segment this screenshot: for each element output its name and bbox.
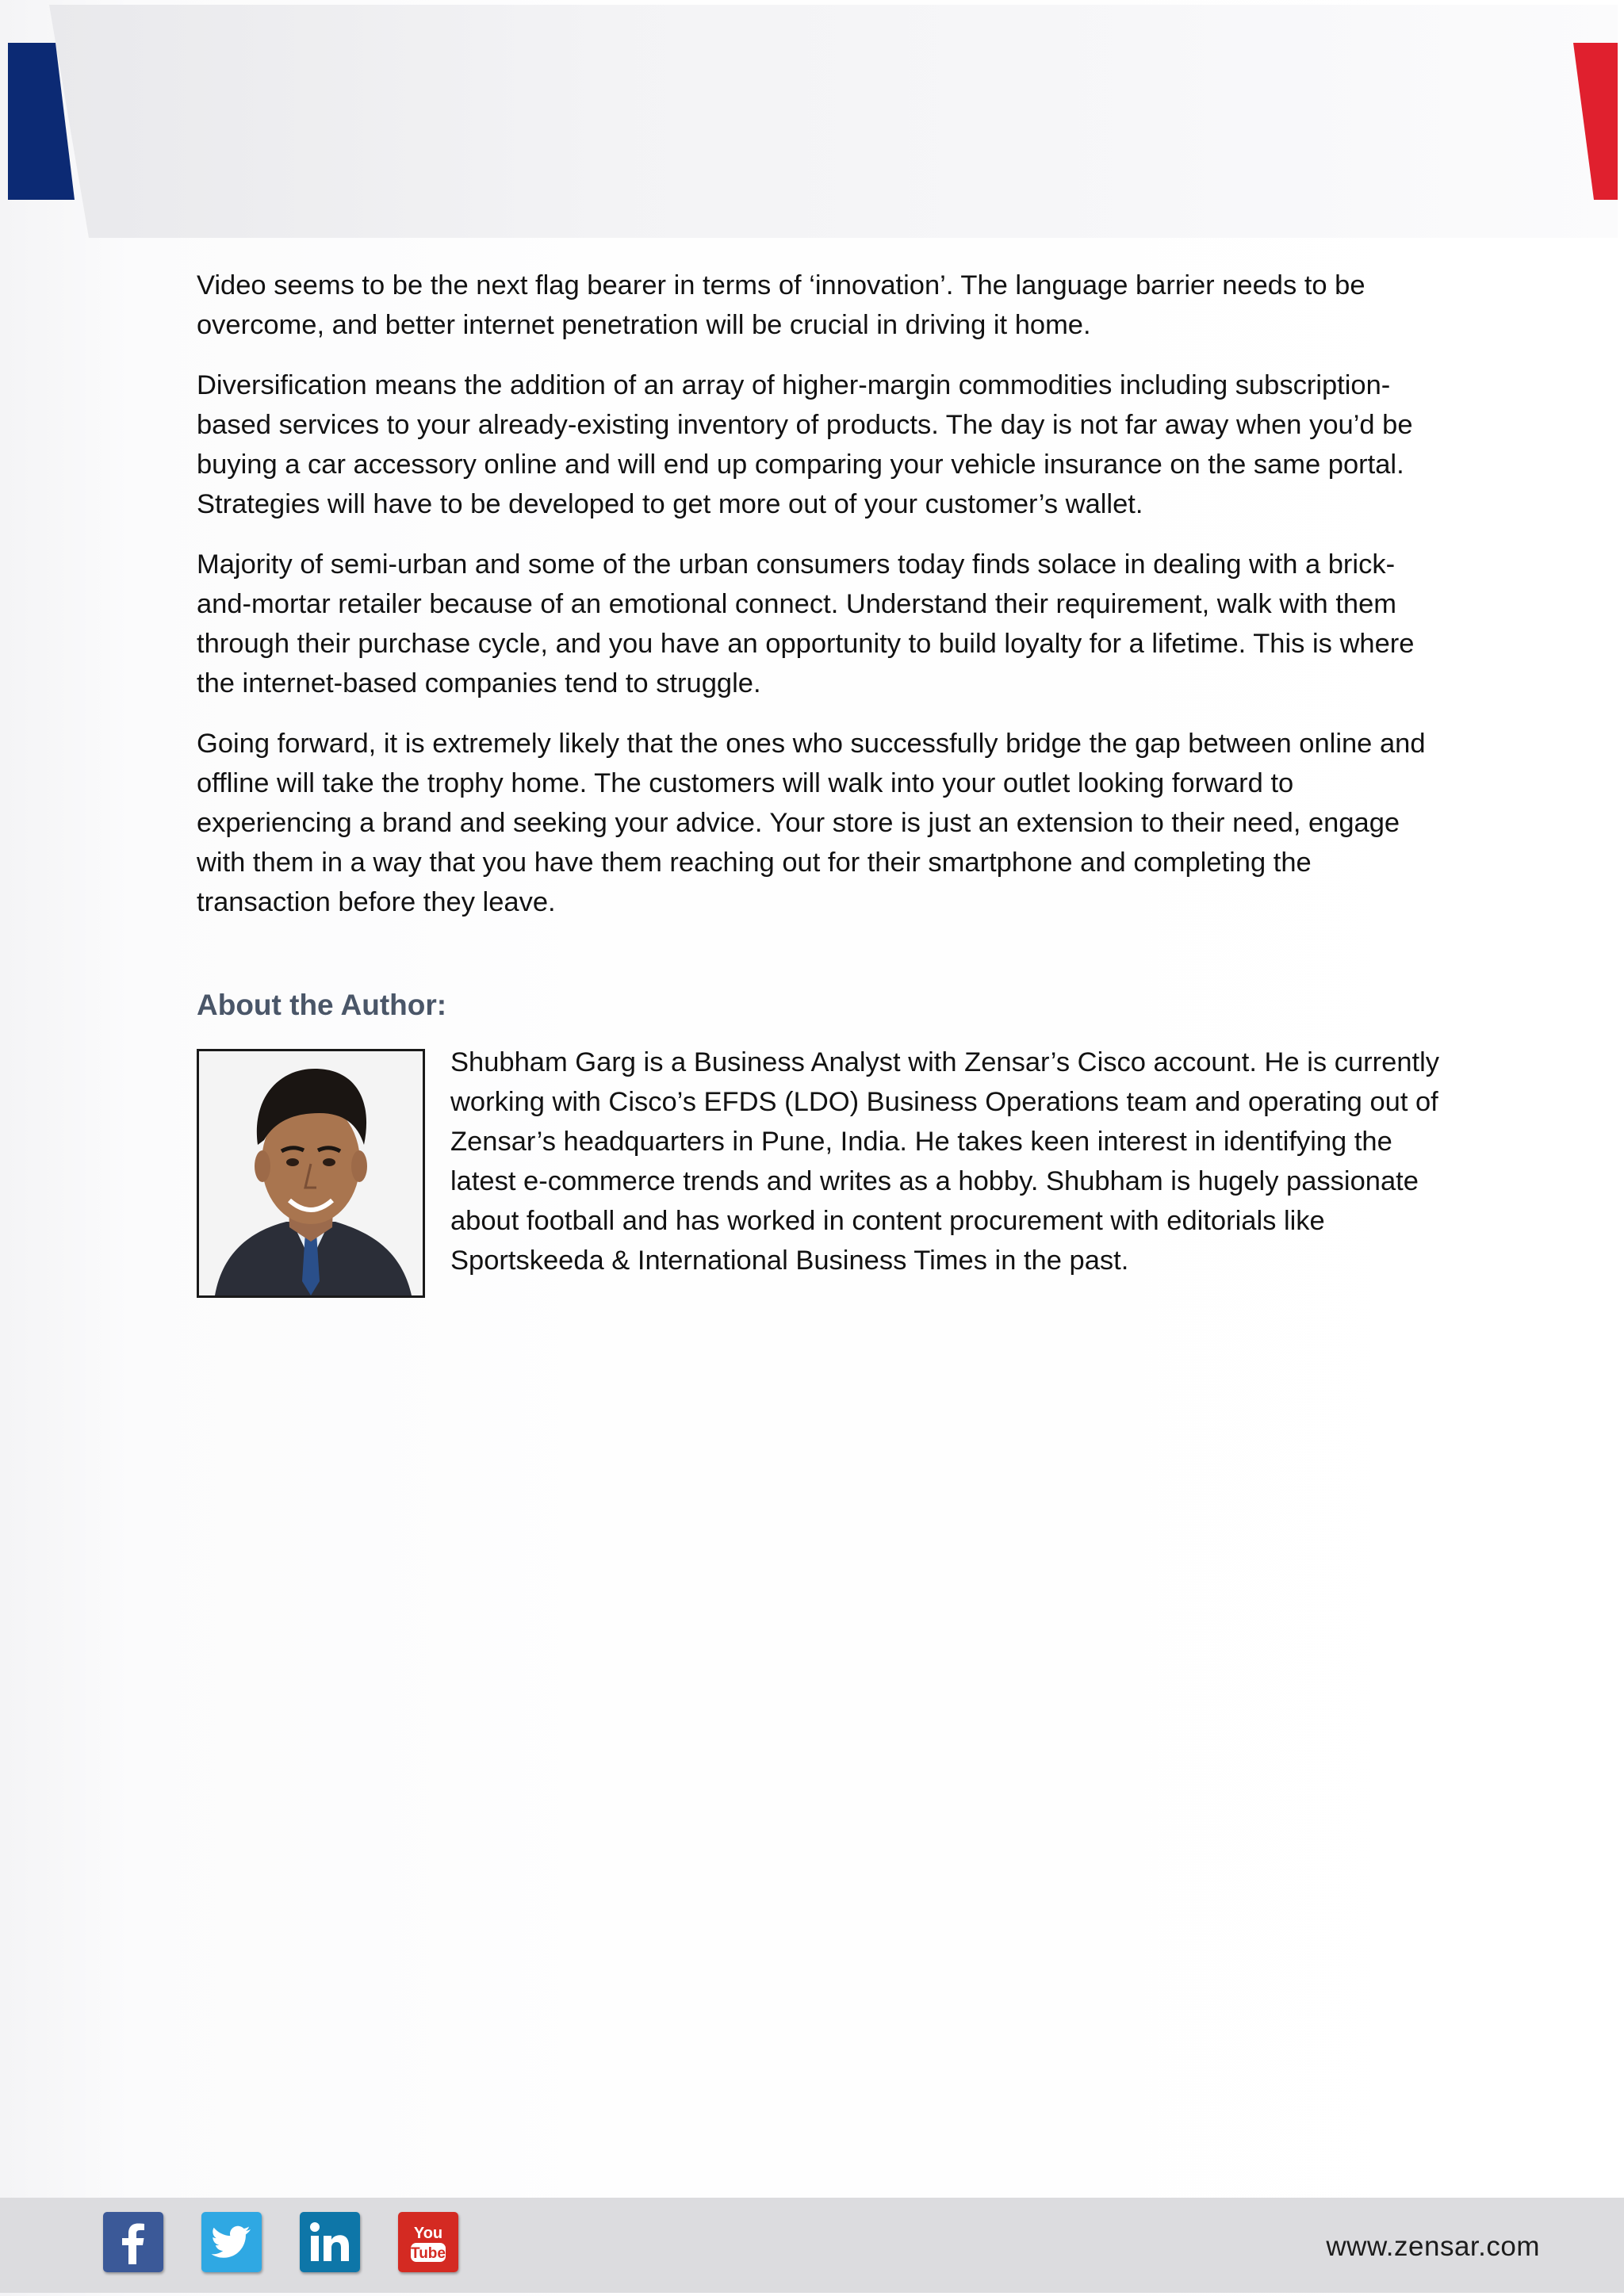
- about-author-heading: About the Author:: [197, 989, 447, 1021]
- youtube-icon[interactable]: [398, 2212, 458, 2272]
- facebook-icon[interactable]: [103, 2212, 163, 2272]
- author-section: [197, 1043, 1440, 1296]
- author-photo: [197, 1049, 425, 1298]
- author-bio: Shubham Garg is a Business Analyst with Zensar’s Cisco account. He is currently working with Cisco’s EFDS (LDO) Business Operations team and operating out of Zensar’s headquarters in Pune, India. He takes keen interest in identifying the latest e-commerce trends and writes as a hobby. Shubham is hugely passionate about football and has worked in content procurement with editorials like Sportskeeda & International Business Times in the past.: [450, 1047, 1440, 1276]
- article-paragraph-1: Video seems to be the next flag bearer in terms of ‘innovation’. The language barrier needs to be overcome, and better internet penetration will be crucial in driving it home.: [197, 270, 1365, 340]
- svg-text:You: You: [413, 2225, 443, 2242]
- article-paragraph-4: Going forward, it is extremely likely that the ones who successfully bridge the gap between online and offline will take the trophy home. The customers will walk into your outlet looking forward to experiencing a brand and seeking your advice. Your store is just an extension to their need, engage with them in a way that you have them reaching out for their smartphone and completing the transaction before they leave.: [197, 729, 1426, 917]
- article-body: [197, 266, 1440, 1296]
- website-url[interactable]: www.zensar.com: [1326, 2231, 1540, 2262]
- article-paragraph-2: Diversification means the addition of an array of higher-margin commodities including subscription-based services to your already-existing inventory of products. The day is not far away when you’d be buying a car accessory online and will end up comparing your vehicle insurance on the same portal. Strategies will have to be developed to get more out of your customer’s wallet.: [197, 370, 1413, 519]
- twitter-icon[interactable]: [201, 2212, 262, 2272]
- svg-text:Tube: Tube: [411, 2245, 446, 2262]
- article-paragraph-3: Majority of semi-urban and some of the urban consumers today finds solace in dealing with a brick-and-mortar retailer because of an emotional connect. Understand their requirement, walk with them through their purchase cycle, and you have an opportunity to build loyalty for a lifetime. This is where the internet-based companies tend to struggle.: [197, 549, 1415, 698]
- header-banner: [0, 0, 1624, 238]
- linkedin-icon[interactable]: [300, 2212, 360, 2272]
